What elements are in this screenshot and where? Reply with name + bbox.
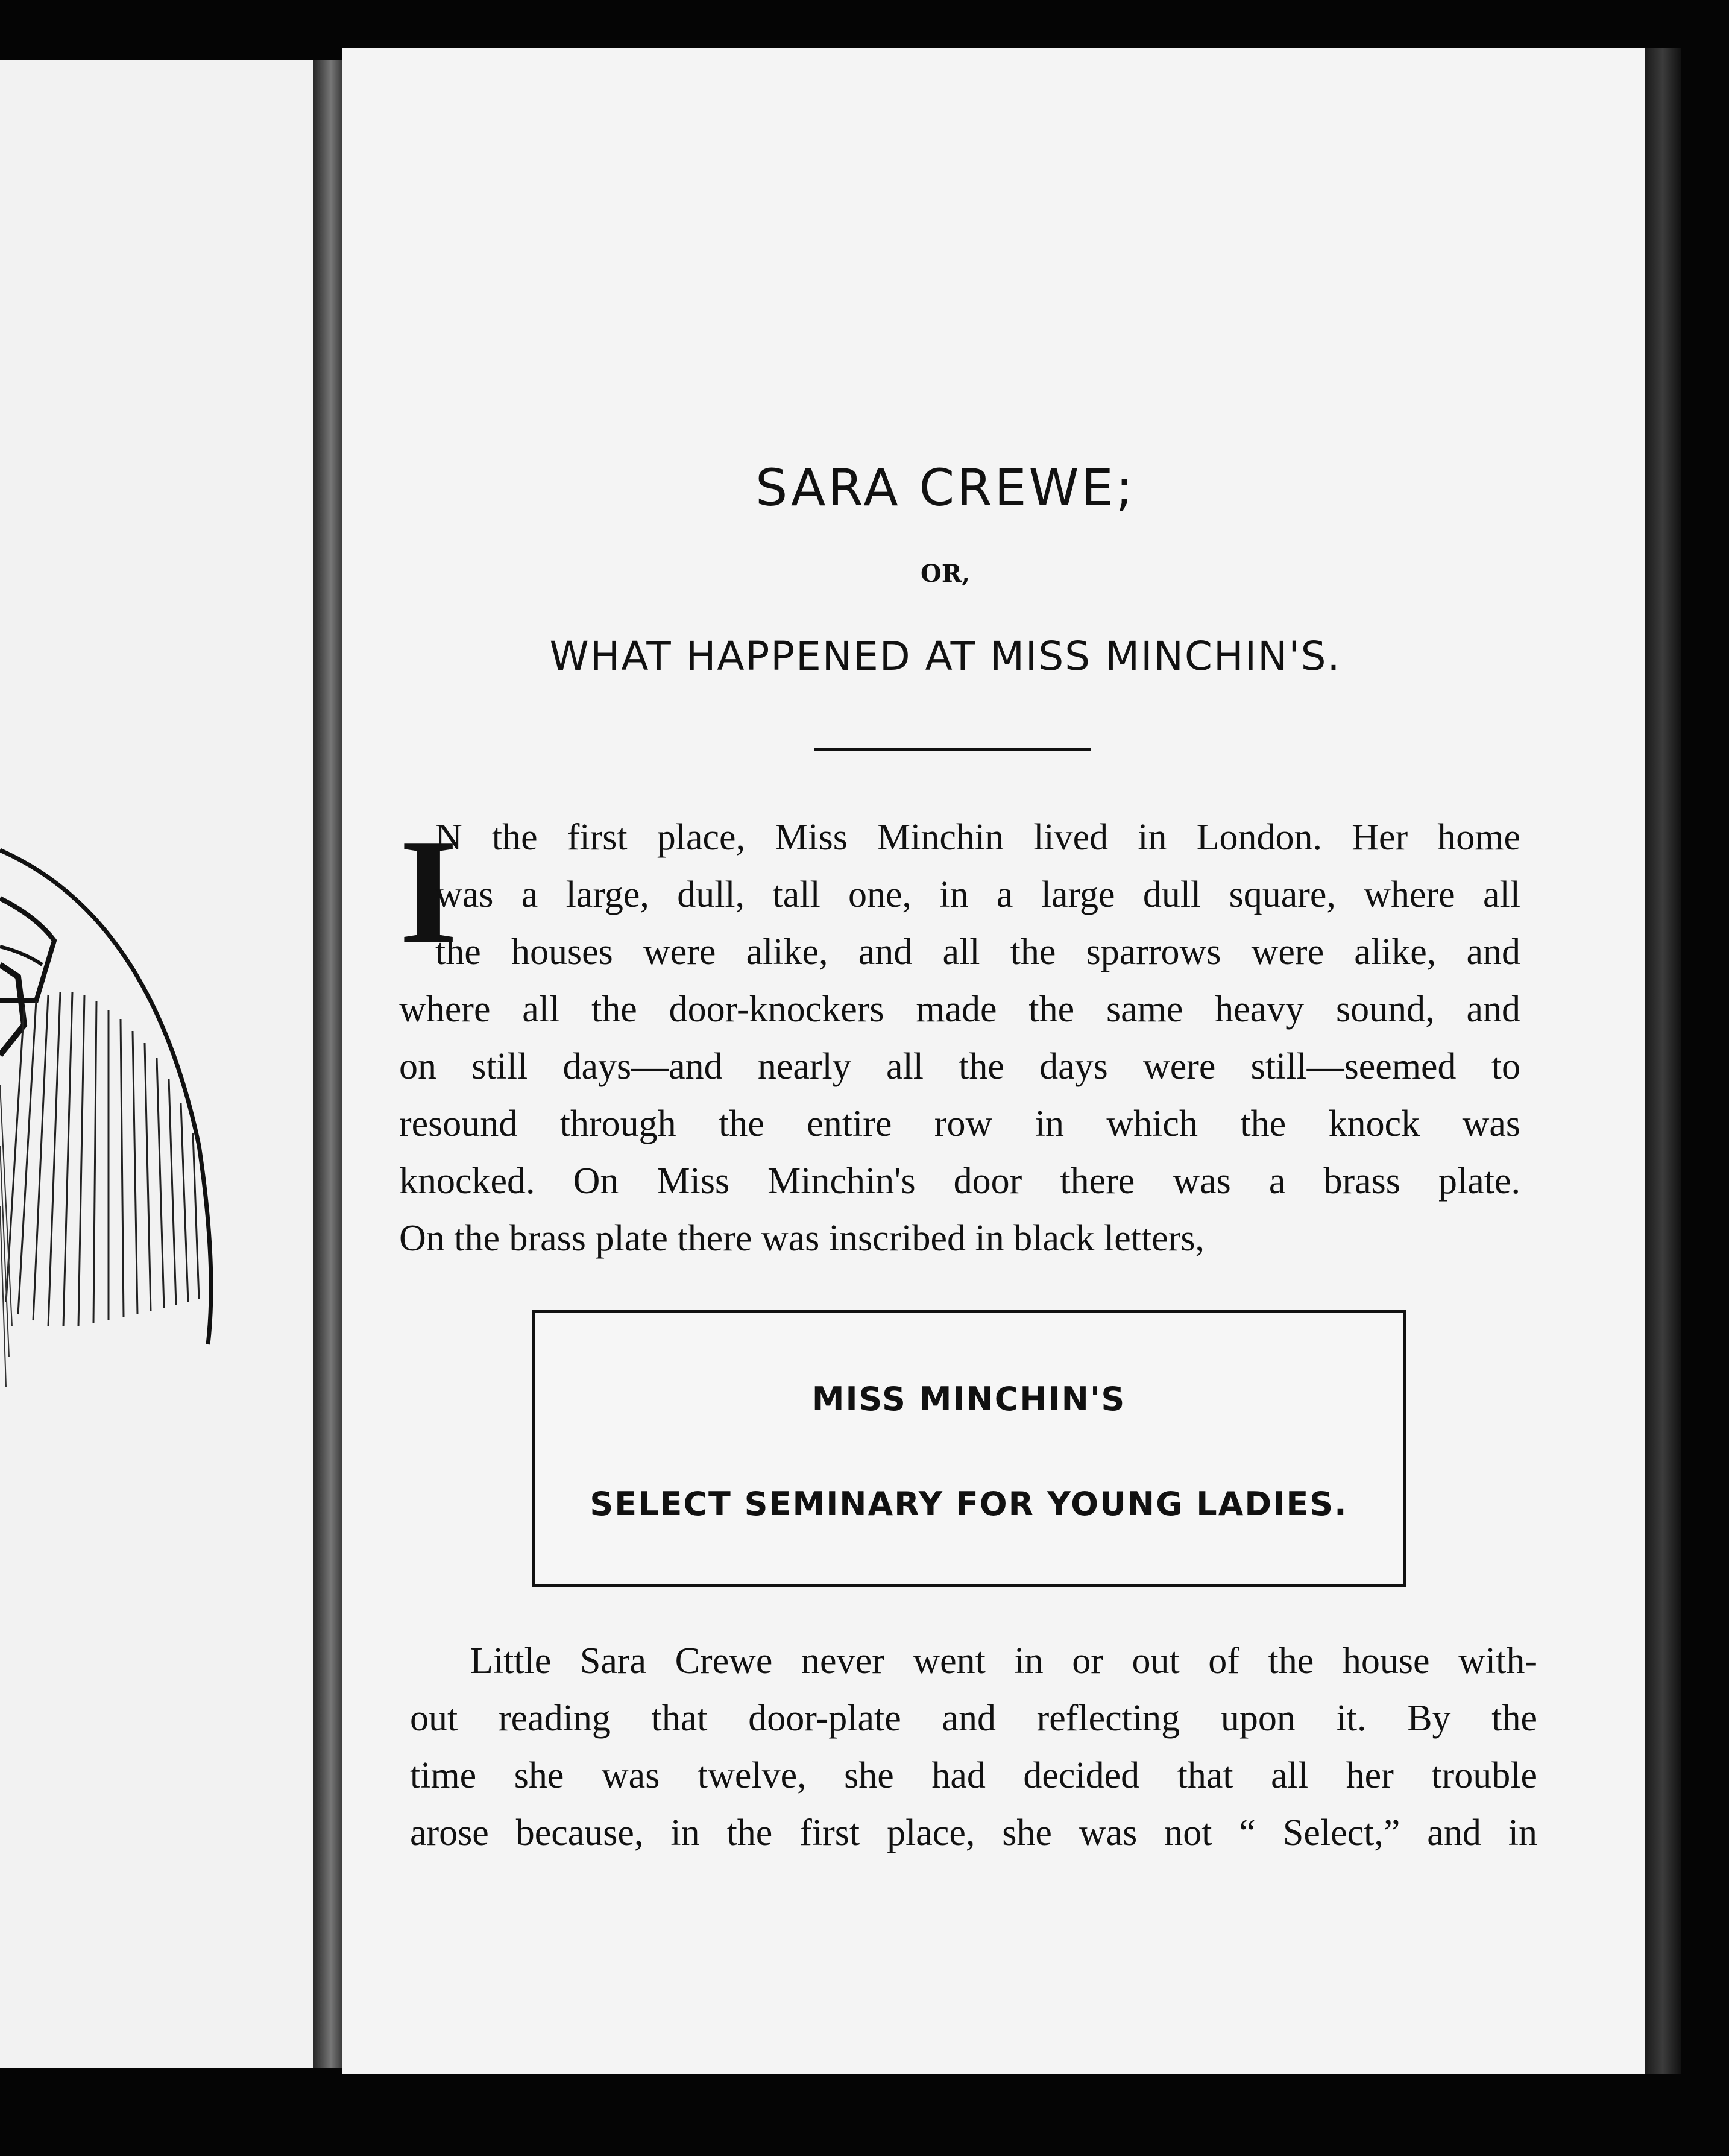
paragraph-2	[410, 1633, 1537, 1862]
partial-engraving-illustration	[0, 60, 313, 2068]
chapter-title: SARA CREWE;	[755, 458, 1135, 517]
paragraph-line: N the first place, Miss Minchin lived in London. Her home	[435, 817, 1520, 858]
paragraph-line: knocked. On Miss Minchin's door there was a brass plate.	[399, 1161, 1520, 1202]
paragraph-line: out reading that door-plate and reflecting upon it. By the	[410, 1698, 1537, 1739]
title-divider-rule	[814, 748, 1091, 751]
paragraph-line: arose because, in the first place, she was not “ Select,” and in	[410, 1812, 1537, 1853]
page-edge-shadow	[1645, 48, 1681, 2074]
drop-cap: I	[399, 808, 458, 976]
book-gutter	[313, 60, 342, 2068]
paragraph-line: where all the door-knockers made the same heavy sound, and	[399, 989, 1520, 1030]
paragraph-line: Little Sara Crewe never went in or out of the house with-	[470, 1641, 1537, 1682]
paragraph-line: was a large, dull, tall one, in a large dull square, where all	[435, 874, 1520, 915]
paragraph-line: On the brass plate there was inscribed in black letters,	[399, 1218, 1205, 1259]
brass-plate-box	[532, 1310, 1406, 1587]
plate-subheading: SELECT SEMINARY FOR YOUNG LADIES.	[590, 1485, 1348, 1523]
left-page	[0, 60, 313, 2068]
plate-heading: MISS MINCHIN'S	[811, 1380, 1126, 1418]
paragraph-line: the houses were alike, and all the sparrows were alike, and	[435, 931, 1520, 972]
paragraph-line: time she was twelve, she had decided that all her trouble	[410, 1755, 1537, 1796]
paragraph-1-indented-lines	[435, 809, 1520, 981]
title-conjunction: OR,	[920, 559, 970, 588]
paragraph-line: resound through the entire row in which the knock was	[399, 1103, 1520, 1144]
paragraph-line: on still days—and nearly all the days were still—seemed to	[399, 1046, 1520, 1087]
chapter-subtitle: WHAT HAPPENED AT MISS MINCHIN'S.	[549, 633, 1341, 679]
paragraph-1-body	[399, 981, 1520, 1267]
